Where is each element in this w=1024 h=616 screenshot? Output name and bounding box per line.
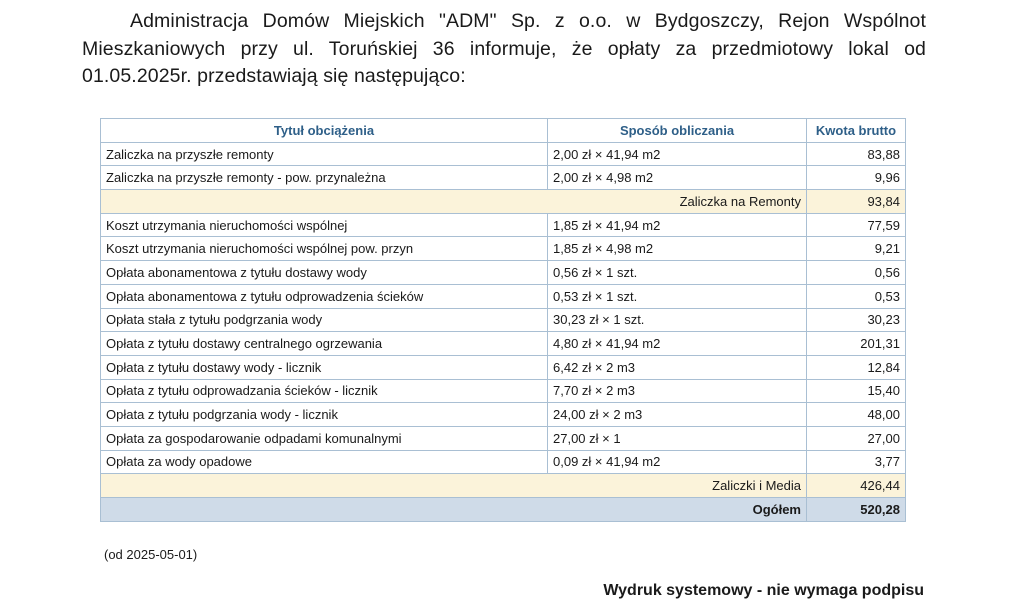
table-row: [101, 237, 906, 261]
table-row: [101, 355, 906, 379]
calculation-method: 27,00 zł × 1: [548, 426, 807, 450]
gross-amount: 27,00: [807, 426, 906, 450]
table-row: [101, 332, 906, 356]
calculation-method: 0,56 zł × 1 szt.: [548, 261, 807, 285]
charge-title: Opłata abonamentowa z tytułu dostawy wody: [101, 261, 548, 285]
calculation-method: 1,85 zł × 41,94 m2: [548, 213, 807, 237]
table-row: [101, 261, 906, 285]
gross-amount: 15,40: [807, 379, 906, 403]
calculation-method: 0,53 zł × 1 szt.: [548, 284, 807, 308]
fees-table-body: [101, 142, 906, 521]
charge-title: Opłata z tytułu dostawy centralnego ogrzewania: [101, 332, 548, 356]
calculation-method: 2,00 zł × 41,94 m2: [548, 142, 807, 166]
calculation-method: 6,42 zł × 2 m3: [548, 355, 807, 379]
table-row: [101, 450, 906, 474]
gross-amount: 48,00: [807, 403, 906, 427]
intro-paragraph: Administracja Domów Miejskich "ADM" Sp. z o.o. w Bydgoszczy, Rejon Wspólnot Mieszkaniowych przy ul. Toruńskiej 36 informuje, że opłaty za przedmiotowy lokal od 01.05.2025r. przedstawiają się następująco:: [82, 10, 926, 87]
calculation-method: 4,80 zł × 41,94 m2: [548, 332, 807, 356]
gross-amount: 9,96: [807, 166, 906, 190]
subtotal-row-amount: 426,44: [807, 474, 906, 498]
calculation-method: 1,85 zł × 4,98 m2: [548, 237, 807, 261]
gross-amount: 12,84: [807, 355, 906, 379]
total-row-label: Ogółem: [101, 498, 807, 522]
table-row: [101, 166, 906, 190]
table-row: [101, 379, 906, 403]
charge-title: Opłata z tytułu podgrzania wody - licznik: [101, 403, 548, 427]
charge-title: Koszt utrzymania nieruchomości wspólnej pow. przyn: [101, 237, 548, 261]
charge-title: Zaliczka na przyszłe remonty - pow. przynależna: [101, 166, 548, 190]
calculation-method: 7,70 zł × 2 m3: [548, 379, 807, 403]
table-row: [101, 403, 906, 427]
table-row: [101, 426, 906, 450]
column-header-title: Tytuł obciążenia: [101, 119, 548, 143]
fees-table: [100, 118, 906, 522]
gross-amount: 3,77: [807, 450, 906, 474]
charge-title: Opłata z tytułu odprowadzania ścieków - licznik: [101, 379, 548, 403]
gross-amount: 0,56: [807, 261, 906, 285]
column-header-amount: Kwota brutto: [807, 119, 906, 143]
subtotal-row-label: Zaliczki i Media: [101, 474, 807, 498]
gross-amount: 30,23: [807, 308, 906, 332]
subtotal-row-amount: 93,84: [807, 190, 906, 214]
gross-amount: 83,88: [807, 142, 906, 166]
charge-title: Koszt utrzymania nieruchomości wspólnej: [101, 213, 548, 237]
charge-title: Zaliczka na przyszłe remonty: [101, 142, 548, 166]
calculation-method: 30,23 zł × 1 szt.: [548, 308, 807, 332]
subtotal-row: [101, 474, 906, 498]
gross-amount: 77,59: [807, 213, 906, 237]
charge-title: Opłata abonamentowa z tytułu odprowadzenia ścieków: [101, 284, 548, 308]
charge-title: Opłata z tytułu dostawy wody - licznik: [101, 355, 548, 379]
charge-title: Opłata za gospodarowanie odpadami komunalnymi: [101, 426, 548, 450]
column-header-method: Sposób obliczania: [548, 119, 807, 143]
table-header-row: [101, 119, 906, 143]
validity-note: (od 2025-05-01): [104, 547, 198, 562]
gross-amount: 0,53: [807, 284, 906, 308]
table-row: [101, 308, 906, 332]
gross-amount: 201,31: [807, 332, 906, 356]
table-row: [101, 142, 906, 166]
subtotal-row-label: Zaliczka na Remonty: [101, 190, 807, 214]
calculation-method: 2,00 zł × 4,98 m2: [548, 166, 807, 190]
total-row: [101, 498, 906, 522]
table-row: [101, 284, 906, 308]
subtotal-row: [101, 190, 906, 214]
table-row: [101, 213, 906, 237]
charge-title: Opłata za wody opadowe: [101, 450, 548, 474]
gross-amount: 9,21: [807, 237, 906, 261]
calculation-method: 0,09 zł × 41,94 m2: [548, 450, 807, 474]
calculation-method: 24,00 zł × 2 m3: [548, 403, 807, 427]
charge-title: Opłata stała z tytułu podgrzania wody: [101, 308, 548, 332]
total-row-amount: 520,28: [807, 498, 906, 522]
system-printout-note: Wydruk systemowy - nie wymaga podpisu: [603, 582, 924, 599]
